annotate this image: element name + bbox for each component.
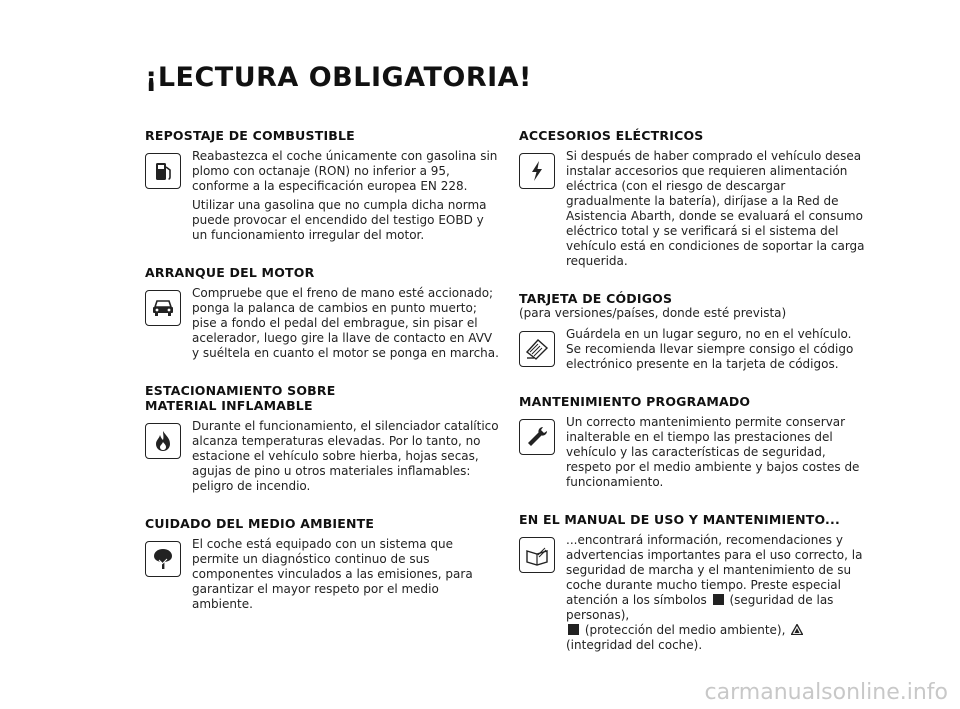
section-code-card bbox=[519, 291, 869, 376]
parking-paragraph: Durante el funcionamiento, el silenciador catalítico alcanza temperaturas elevadas. Por lo tanto, no estacione el vehículo sobre hierba, hojas secas, agujas de pino u otros materiales inflamables: peligro de incendio. bbox=[192, 419, 499, 493]
section-heading: REPOSTAJE DE COMBUSTIBLE bbox=[145, 128, 355, 143]
car-integrity-icon bbox=[791, 624, 803, 635]
fuel-paragraph-1: Reabastezca el coche únicamente con gasolina sin plomo con octanaje (RON) no inferior a 95, conforme a la especificación europea EN 228. bbox=[192, 149, 498, 193]
section-heading: CUIDADO DEL MEDIO AMBIENTE bbox=[145, 516, 375, 531]
environment-protection-icon bbox=[568, 624, 579, 635]
open-book-icon bbox=[519, 537, 555, 573]
person-safety-icon bbox=[713, 594, 724, 605]
manual-text-1: ...encontrará información, recomendaciones y advertencias importantes para el uso correcto, la seguridad de marcha y el mantenimiento de su coche durante mucho tiempo. Preste especial atención a los símbolos bbox=[566, 533, 863, 607]
section-heading: MANTENIMIENTO PROGRAMADO bbox=[519, 394, 751, 409]
manual-text-2: (seguridad de las personas), bbox=[566, 593, 834, 622]
section-heading: TARJETA DE CÓDIGOS bbox=[519, 291, 673, 306]
car-front-icon bbox=[145, 290, 181, 326]
wrench-icon bbox=[519, 419, 555, 455]
code-card-paragraph: Guárdela en un lugar seguro, no en el vehículo. Se recomienda llevar siempre consigo el código electrónico presente en la tarjeta de códigos. bbox=[566, 327, 854, 371]
section-heading: EN EL MANUAL DE USO Y MANTENIMIENTO... bbox=[519, 512, 840, 527]
section-maintenance bbox=[519, 394, 869, 494]
section-parking bbox=[145, 383, 500, 498]
fuel-pump-icon bbox=[145, 153, 181, 189]
fuel-paragraph-2: Utilizar una gasolina que no cumpla dicha norma puede provocar el encendido del testigo EOBD y un funcionamiento irregular del motor. bbox=[192, 198, 487, 242]
watermark: carmanualsonline.info bbox=[704, 680, 948, 705]
page-title: ¡LECTURA OBLIGATORIA! bbox=[145, 62, 532, 93]
lightning-icon bbox=[519, 153, 555, 189]
left-column bbox=[145, 128, 500, 634]
electric-paragraph: Si después de haber comprado el vehículo desea instalar accesorios que requieren alimentación eléctrica (con el riesgo de descargar gradualmente la batería), diríjase a la Red de Asistencia Abarth, donde se evaluará el consumo eléctrico total y se verificará si el sistema del vehículo está en condiciones de soportar la carga requerida. bbox=[566, 149, 865, 268]
section-manual bbox=[519, 512, 869, 657]
section-subheading: (para versiones/países, donde esté prevista) bbox=[519, 306, 787, 320]
maintenance-paragraph: Un correcto mantenimiento permite conservar inalterable en el tiempo las prestaciones del vehículo y las características de seguridad, respeto por el medio ambiente y bajos costes de funcionamiento. bbox=[566, 415, 860, 489]
environment-paragraph: El coche está equipado con un sistema que permite un diagnóstico continuo de sus componentes vinculados a las emisiones, para garantizar el mayor respeto por el medio ambiente. bbox=[192, 537, 473, 611]
section-fuel bbox=[145, 128, 500, 247]
manual-paragraph bbox=[566, 533, 869, 653]
section-heading-line-2: MATERIAL INFLAMABLE bbox=[145, 398, 313, 413]
flame-icon bbox=[145, 423, 181, 459]
manual-text-3: (protección del medio ambiente), bbox=[584, 623, 786, 637]
section-heading: ACCESORIOS ELÉCTRICOS bbox=[519, 128, 704, 143]
section-electric bbox=[519, 128, 869, 273]
right-column bbox=[519, 128, 869, 675]
section-environment bbox=[145, 516, 500, 616]
engine-start-paragraph: Compruebe que el freno de mano esté accionado; ponga la palanca de cambios en punto muerto; pise a fondo el pedal del embrague, sin pisar el acelerador, luego gire la llave de contacto en AVV y suéltela en cuanto el motor se ponga en marcha. bbox=[192, 286, 499, 360]
manual-text-4: (integridad del coche). bbox=[566, 638, 703, 652]
section-heading-line-1: ESTACIONAMIENTO SOBRE bbox=[145, 383, 336, 398]
tree-icon bbox=[145, 541, 181, 577]
section-heading: ARRANQUE DEL MOTOR bbox=[145, 265, 315, 280]
section-engine-start bbox=[145, 265, 500, 365]
code-card-icon bbox=[519, 331, 555, 367]
